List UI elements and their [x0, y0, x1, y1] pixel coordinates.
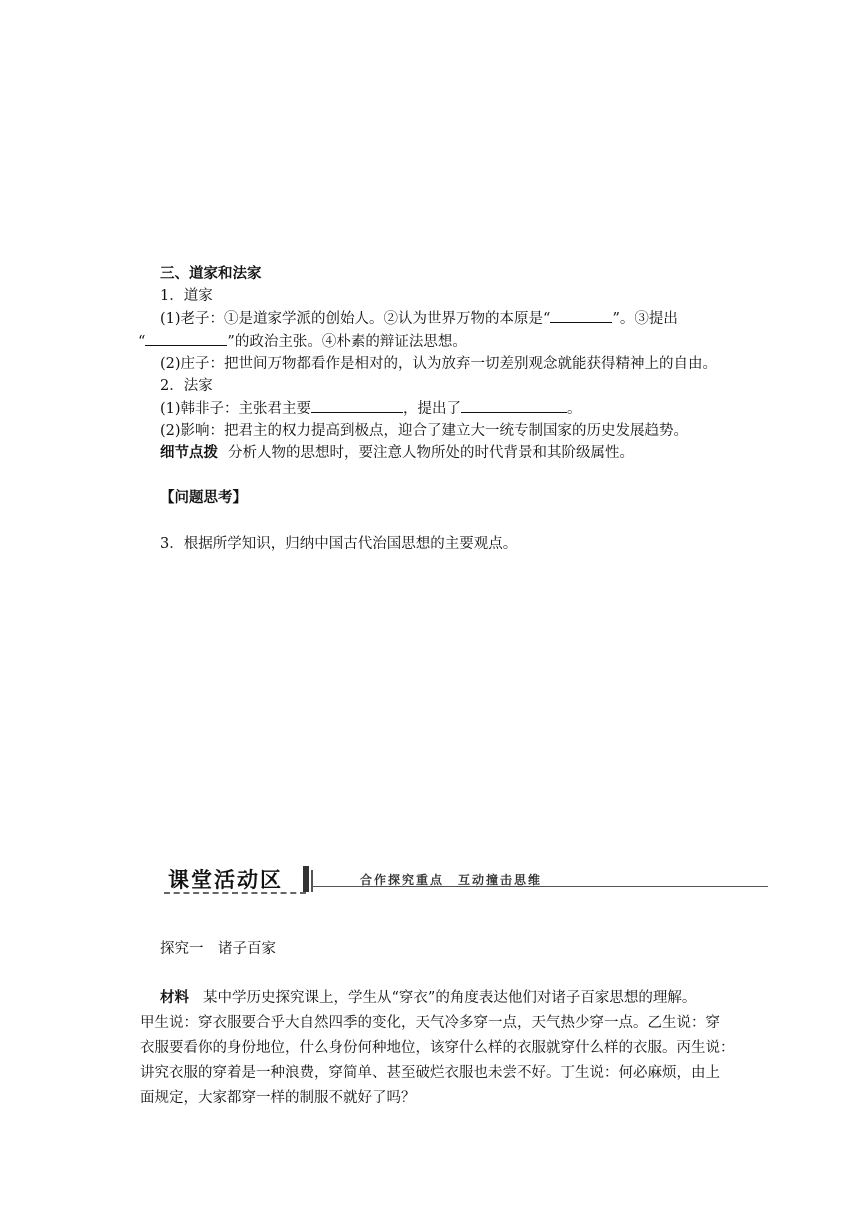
explore-heading-block — [160, 938, 740, 960]
material-block — [140, 985, 740, 1111]
laozi-text-b: ”。③提出 — [612, 311, 678, 327]
hanfeizi-text-b: ，提出了 — [403, 401, 462, 417]
fill-blank-politics — [145, 330, 227, 346]
question-3 — [160, 533, 740, 555]
material-line-3: 衣服要看你的身份地位，什么身份何种地位，该穿什么样的衣服就穿什么样的衣服。丙生说： — [140, 1040, 735, 1056]
material-label: 材料 — [160, 989, 189, 1006]
material-text-1: 某中学历史探究课上，学生从“穿衣”的角度表达他们对诸子百家思想的理解。 — [203, 990, 697, 1006]
fill-blank-origin — [550, 307, 612, 323]
banner-subtitle: 合作探究重点 互动撞击思维 — [360, 873, 543, 887]
hanfeizi-line — [160, 397, 740, 420]
daojia-heading: 1．道家 — [160, 288, 213, 304]
laozi-line-2 — [138, 330, 740, 353]
hanfeizi-text-a: (1)韩非子：主张君主要 — [160, 401, 312, 417]
influence-line: (2)影响：把君主的权力提高到极点，迎合了建立大一统专制国家的历史发展趋势。 — [160, 423, 689, 439]
banner-title: 课堂活动区 — [168, 868, 283, 892]
banner-divider-bar-thin — [311, 870, 313, 892]
fill-blank-theory — [461, 397, 567, 413]
question-heading: 【问题思考】 — [160, 489, 247, 506]
laozi-line-1 — [160, 307, 740, 330]
section-daojia-fajia — [138, 263, 740, 464]
tip-text: 分析人物的思想时，要注意人物所处的时代背景和其阶级属性。 — [228, 445, 634, 461]
material-line-1 — [140, 985, 740, 1011]
laozi-text-d: ”的政治主张。④朴素的辩证法思想。 — [227, 334, 467, 350]
material-line-4: 讲究衣服的穿着是一种浪费，穿简单、甚至破烂衣服也未尝不好。丁生说：何必麻烦，由上 — [140, 1065, 720, 1081]
laozi-text-c: “ — [138, 334, 146, 350]
tip-label: 细节点拨 — [160, 444, 218, 461]
laozi-text-a: (1)老子：①是道家学派的创始人。②认为世界万物的本原是“ — [160, 311, 551, 327]
fajia-heading: 2．法家 — [160, 378, 213, 394]
banner-divider-bar — [303, 866, 309, 892]
question-3-text: 3．根据所学知识，归纳中国古代治国思想的主要观点。 — [160, 536, 518, 552]
question-section — [160, 487, 740, 509]
material-line-2: 甲生说：穿衣服要合乎大自然四季的变化，天气冷多穿一点，天气热少穿一点。乙生说：穿 — [140, 1015, 720, 1031]
banner-dashed-underline — [164, 892, 306, 894]
zhuangzi-line: (2)庄子：把世间万物都看作是相对的，认为放弃一切差别观念就能获得精神上的自由。 — [160, 356, 718, 372]
explore-heading: 探究一 诸子百家 — [160, 941, 276, 957]
section-title: 三、道家和法家 — [160, 265, 262, 282]
fill-blank-ruler — [311, 397, 403, 413]
tip-line — [160, 442, 740, 464]
hanfeizi-text-c: 。 — [567, 401, 582, 417]
material-line-5: 面规定，大家都穿一样的制服不就好了吗？ — [140, 1090, 416, 1106]
classroom-activity-banner — [160, 862, 770, 896]
